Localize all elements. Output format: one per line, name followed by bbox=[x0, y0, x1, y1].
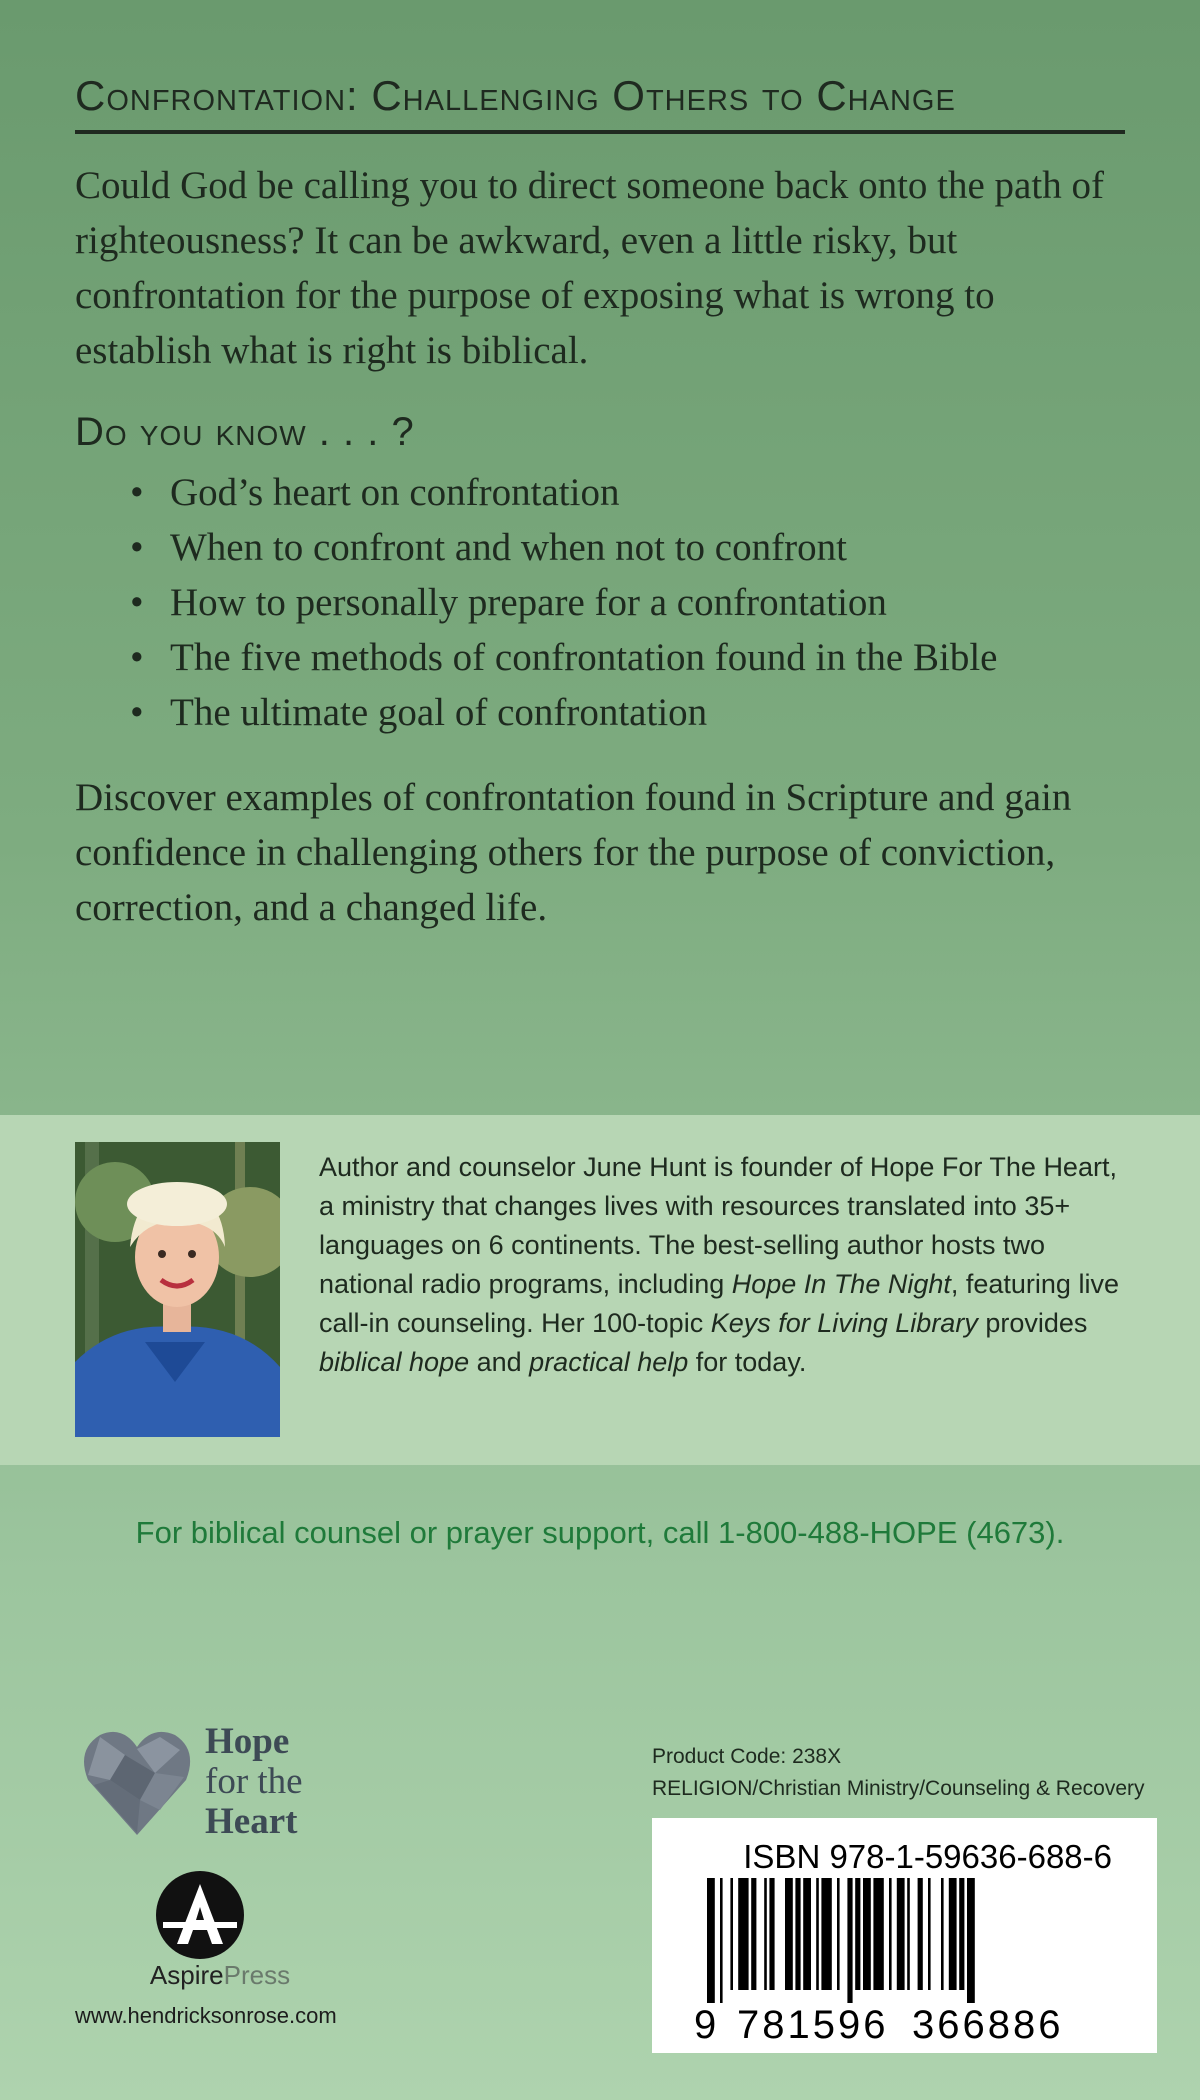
logo-line-hope: Hope bbox=[205, 1721, 290, 1762]
barcode-bar bbox=[738, 1878, 748, 1990]
bullet-icon: • bbox=[130, 471, 144, 514]
barcode-bar bbox=[863, 1878, 871, 1990]
list-item bbox=[130, 520, 997, 575]
barcode-bar bbox=[730, 1878, 733, 1990]
publisher-website: www.hendricksonrose.com bbox=[75, 2003, 337, 2028]
product-code: Product Code: 238X bbox=[652, 1745, 842, 1768]
isbn-barcode bbox=[652, 1818, 1157, 2053]
barcode-bar bbox=[821, 1878, 831, 1990]
product-info bbox=[652, 1741, 1145, 1805]
barcode-bar bbox=[967, 1878, 975, 2003]
barcode-bar bbox=[837, 1878, 840, 1990]
list-item-text: When to confront and when not to confront bbox=[170, 526, 847, 569]
barcode-bar bbox=[941, 1878, 944, 1990]
hope-for-the-heart-wordmark bbox=[205, 1722, 303, 1842]
list-item-text: God’s heart on confrontation bbox=[170, 471, 620, 514]
barcode-bar bbox=[816, 1878, 819, 1990]
barcode-bar bbox=[764, 1878, 767, 1990]
barcode-bar bbox=[803, 1878, 811, 1990]
list-item bbox=[130, 575, 997, 630]
practical-help-text: practical help bbox=[529, 1347, 689, 1377]
logo-line-for-the: for the bbox=[205, 1761, 303, 1802]
barcode-bar bbox=[889, 1878, 892, 1990]
aspire-press-logo bbox=[155, 1870, 245, 1965]
library-title: Keys for Living Library bbox=[710, 1308, 978, 1338]
outro-paragraph: Discover examples of confrontation found in Scripture and gain confidence in challenging others for the purpose of conviction, correction, and a changed life. bbox=[75, 776, 1072, 929]
barcode-bar bbox=[918, 1878, 923, 1990]
phone-call-line: For biblical counsel or prayer support, call 1-800-488-HOPE (4673). bbox=[135, 1515, 1065, 1550]
logo-line-heart: Heart bbox=[205, 1801, 298, 1842]
bullet-icon: • bbox=[130, 526, 144, 569]
author-bio: Author and counselor June Hunt is founder of Hope For The Heart, a ministry that changes lives with resources translated into 35+ languages on 6 continents. The best-selling author hosts two national radio programs, including Hope In The Night, featuring live call-in counseling. Her 100-topic Keys for Living Library provides biblical hope and practical help for today. bbox=[319, 1152, 1119, 1377]
barcode-bar bbox=[855, 1878, 860, 1990]
barcode-bar bbox=[707, 1878, 715, 2003]
isbn-number: ISBN 978-1-59636-688-6 bbox=[743, 1838, 1112, 1875]
radio-title: Hope In The Night bbox=[731, 1269, 951, 1299]
list-item bbox=[130, 630, 997, 685]
barcode-bar bbox=[847, 1878, 852, 2003]
back-cover-heading: Confrontation: Challenging Others to Change bbox=[75, 72, 1125, 134]
barcode-digit-first: 9 bbox=[694, 2003, 720, 2047]
biblical-hope-text: biblical hope bbox=[319, 1347, 470, 1377]
barcode-bar bbox=[769, 1878, 774, 1990]
author-portrait-icon bbox=[75, 1142, 280, 1437]
barcode-bar bbox=[795, 1878, 800, 1990]
list-item bbox=[130, 685, 997, 740]
heart-mosaic-icon bbox=[80, 1725, 195, 1840]
barcode-bar bbox=[720, 1878, 723, 2003]
list-item bbox=[130, 465, 997, 520]
bullet-icon: • bbox=[130, 581, 144, 624]
list-item-text: How to personally prepare for a confrontation bbox=[170, 581, 887, 624]
barcode-bar bbox=[959, 1878, 964, 1990]
barcode-digits-left: 781596 bbox=[737, 2003, 889, 2047]
aspire-press-wordmark: AspirePress bbox=[149, 1960, 291, 1990]
product-category: RELIGION/Christian Ministry/Counseling & Recovery bbox=[652, 1777, 1145, 1800]
topic-list bbox=[130, 465, 997, 740]
barcode-bars-icon bbox=[707, 1878, 1107, 2003]
barcode-bar bbox=[897, 1878, 905, 1990]
list-item-text: The ultimate goal of confrontation bbox=[170, 691, 708, 734]
aspire-a-icon bbox=[155, 1870, 245, 1960]
barcode-bar bbox=[928, 1878, 931, 1990]
bullet-icon: • bbox=[130, 636, 144, 679]
do-you-know-title: Do you know . . . ? bbox=[75, 410, 415, 454]
barcode-bar bbox=[873, 1878, 883, 1990]
hope-for-the-heart-logo bbox=[80, 1725, 195, 1845]
barcode-bar bbox=[785, 1878, 793, 1990]
bullet-icon: • bbox=[130, 691, 144, 734]
barcode-digits-right: 366886 bbox=[912, 2003, 1064, 2047]
list-item-text: The five methods of confrontation found in the Bible bbox=[170, 636, 998, 679]
barcode-bar bbox=[751, 1878, 756, 1990]
barcode-bar bbox=[949, 1878, 957, 1990]
barcode-bar bbox=[907, 1878, 910, 1990]
intro-paragraph: Could God be calling you to direct someone back onto the path of righteousness? It can be awkward, even a little risky, but confrontation for the purpose of exposing what is wrong to establish what is right is biblical. bbox=[75, 164, 1104, 372]
author-photo bbox=[75, 1142, 280, 1437]
